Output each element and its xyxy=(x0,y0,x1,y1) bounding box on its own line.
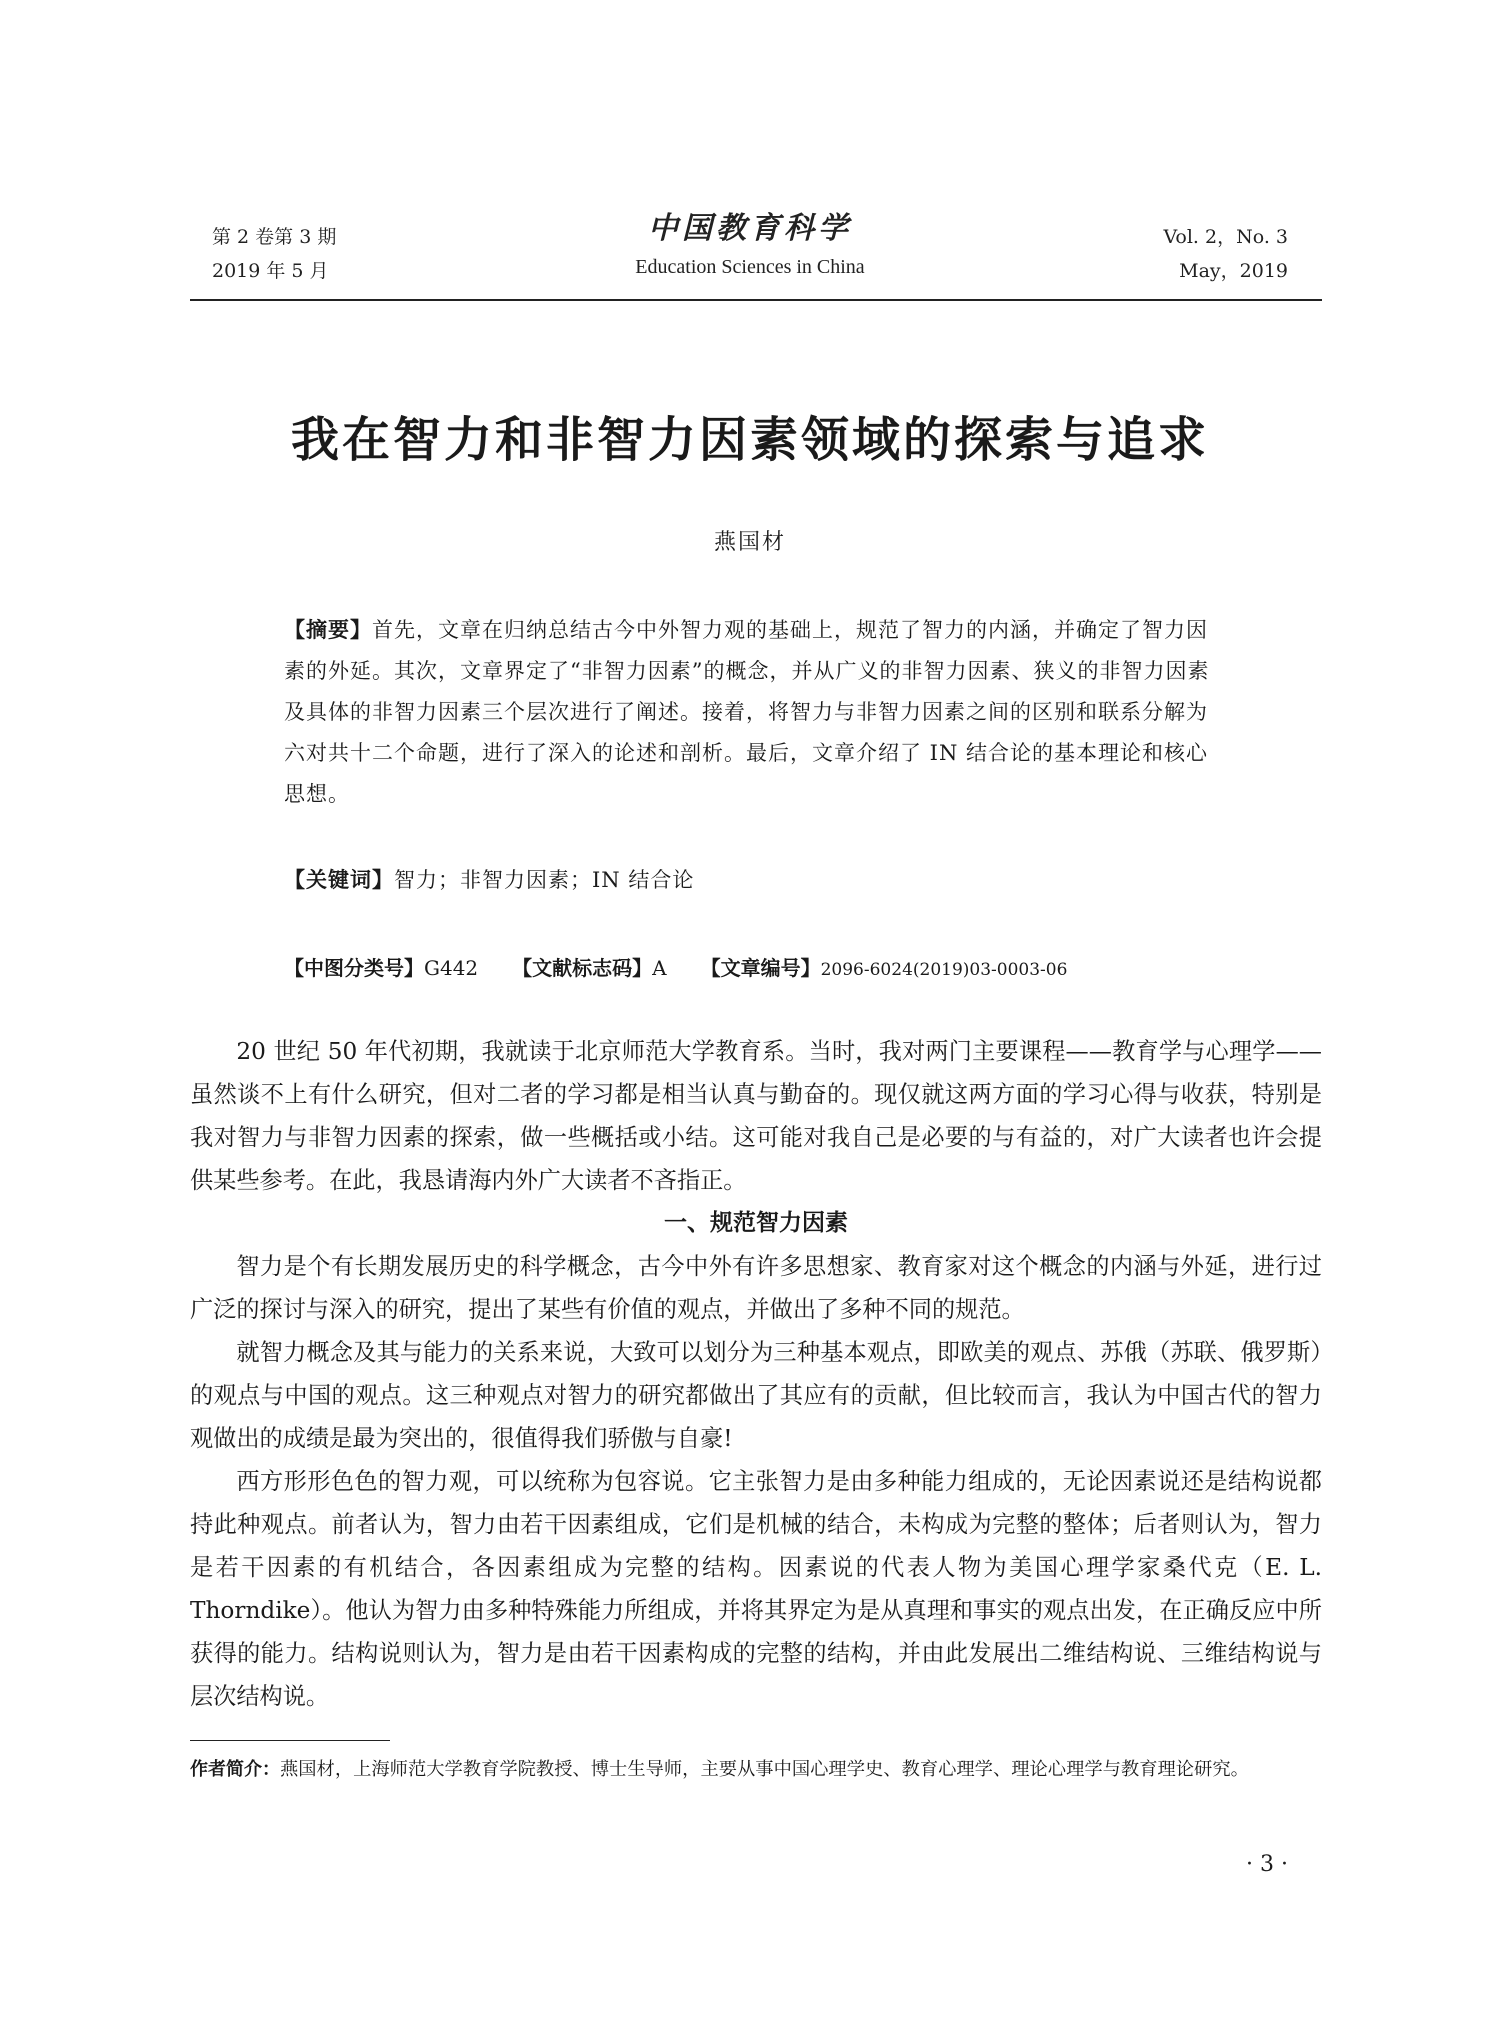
section-heading: 一、规范智力因素 xyxy=(664,1210,848,1236)
classification-meta xyxy=(284,950,1244,988)
header-right xyxy=(1163,220,1288,288)
keywords xyxy=(284,862,1220,898)
article-author: 燕国材 xyxy=(713,530,786,555)
journal-name-cn: 中国教育科学 xyxy=(648,211,852,246)
footnote-rule xyxy=(190,1740,390,1741)
clc-value: G442 xyxy=(424,956,479,980)
body-paragraph: 西方形形色色的智力观，可以统称为包容说。它主张智力是由多种能力组成的，无论因素说还是结构说都持此种观点。前者认为，智力由若干因素组成，它们是机械的结合，未构成为完整的整体；后者则认为，智力是若干因素的有机结合，各因素组成为完整的结构。因素说的代表人物为美国心理学家桑代克（E. L. Thorndike）。他认为智力由多种特殊能力所组成，并将其界定为是从真理和事实的观点出发，在正确反应中所获得的能力。结构说则认为，智力是由若干因素构成的完整的结构，并由此发展出二维结构说、三维结构说与层次结构说。 xyxy=(190,1468,1322,1710)
article-no-label: 【文章编号】 xyxy=(700,956,821,980)
doc-code-value: A xyxy=(652,956,667,980)
volume-issue-cn: 第 2 卷第 3 期 xyxy=(212,226,337,248)
footnote-text: 燕国材，上海师范大学教育学院教授、博士生导师，主要从事中国心理学史、教育心理学、理论心理学与教育理论研究。 xyxy=(280,1759,1249,1780)
abstract-text: 首先，文章在归纳总结古今中外智力观的基础上，规范了智力的内涵，并确定了智力因素的外延。其次，文章界定了“非智力因素”的概念，并从广义的非智力因素、狭义的非智力因素及具体的非智力因素三个层次进行了阐述。接着，将智力与非智力因素之间的区别和联系分解为六对共十二个命题，进行了深入的论述和剖析。最后，文章介绍了 IN 结合论的基本理论和核心思想。 xyxy=(284,618,1210,806)
abstract xyxy=(284,610,1220,815)
doc-code-label: 【文献标志码】 xyxy=(512,956,653,980)
abstract-label: 【摘要】 xyxy=(284,618,372,642)
article-body xyxy=(190,1030,1322,1718)
journal-masthead xyxy=(600,206,900,282)
volume-issue-en: Vol. 2，No. 3 xyxy=(1163,226,1288,248)
article-title: 我在智力和非智力因素领域的探索与追求 xyxy=(290,412,1209,468)
date-cn: 2019 年 5 月 xyxy=(212,260,329,282)
header-left xyxy=(212,220,336,288)
keywords-label: 【关键词】 xyxy=(284,868,394,892)
keywords-text: 智力；非智力因素；IN 结合论 xyxy=(394,868,695,892)
date-en: May，2019 xyxy=(1179,260,1288,282)
page-number: · 3 · xyxy=(1246,1852,1288,1877)
intro-paragraph: 20 世纪 50 年代初期，我就读于北京师范大学教育系。当时，我对两门主要课程——教育学与心理学——虽然谈不上有什么研究，但对二者的学习都是相当认真与勤奋的。现仅就这两方面的学习心得与收获，特别是我对智力与非智力因素的探索，做一些概括或小结。这可能对我自己是必要的与有益的，对广大读者也许会提供某些参考。在此，我恳请海内外广大读者不吝指正。 xyxy=(190,1038,1322,1194)
header-rule xyxy=(190,299,1322,301)
clc-label: 【中图分类号】 xyxy=(284,956,424,980)
article-no-value: 2096-6024(2019)03-0003-06 xyxy=(820,960,1068,980)
journal-name-en: Education Sciences in China xyxy=(635,256,865,278)
body-paragraph: 就智力概念及其与能力的关系来说，大致可以划分为三种基本观点，即欧美的观点、苏俄（苏联、俄罗斯）的观点与中国的观点。这三种观点对智力的研究都做出了其应有的贡献，但比较而言，我认为中国古代的智力观做出的成绩是最为突出的，很值得我们骄傲与自豪! xyxy=(190,1339,1322,1452)
author-footnote xyxy=(190,1753,1322,1787)
footnote-label: 作者简介： xyxy=(190,1759,280,1780)
body-paragraph: 智力是个有长期发展历史的科学概念，古今中外有许多思想家、教育家对这个概念的内涵与外延，进行过广泛的探讨与深入的研究，提出了某些有价值的观点，并做出了多种不同的规范。 xyxy=(190,1253,1322,1323)
